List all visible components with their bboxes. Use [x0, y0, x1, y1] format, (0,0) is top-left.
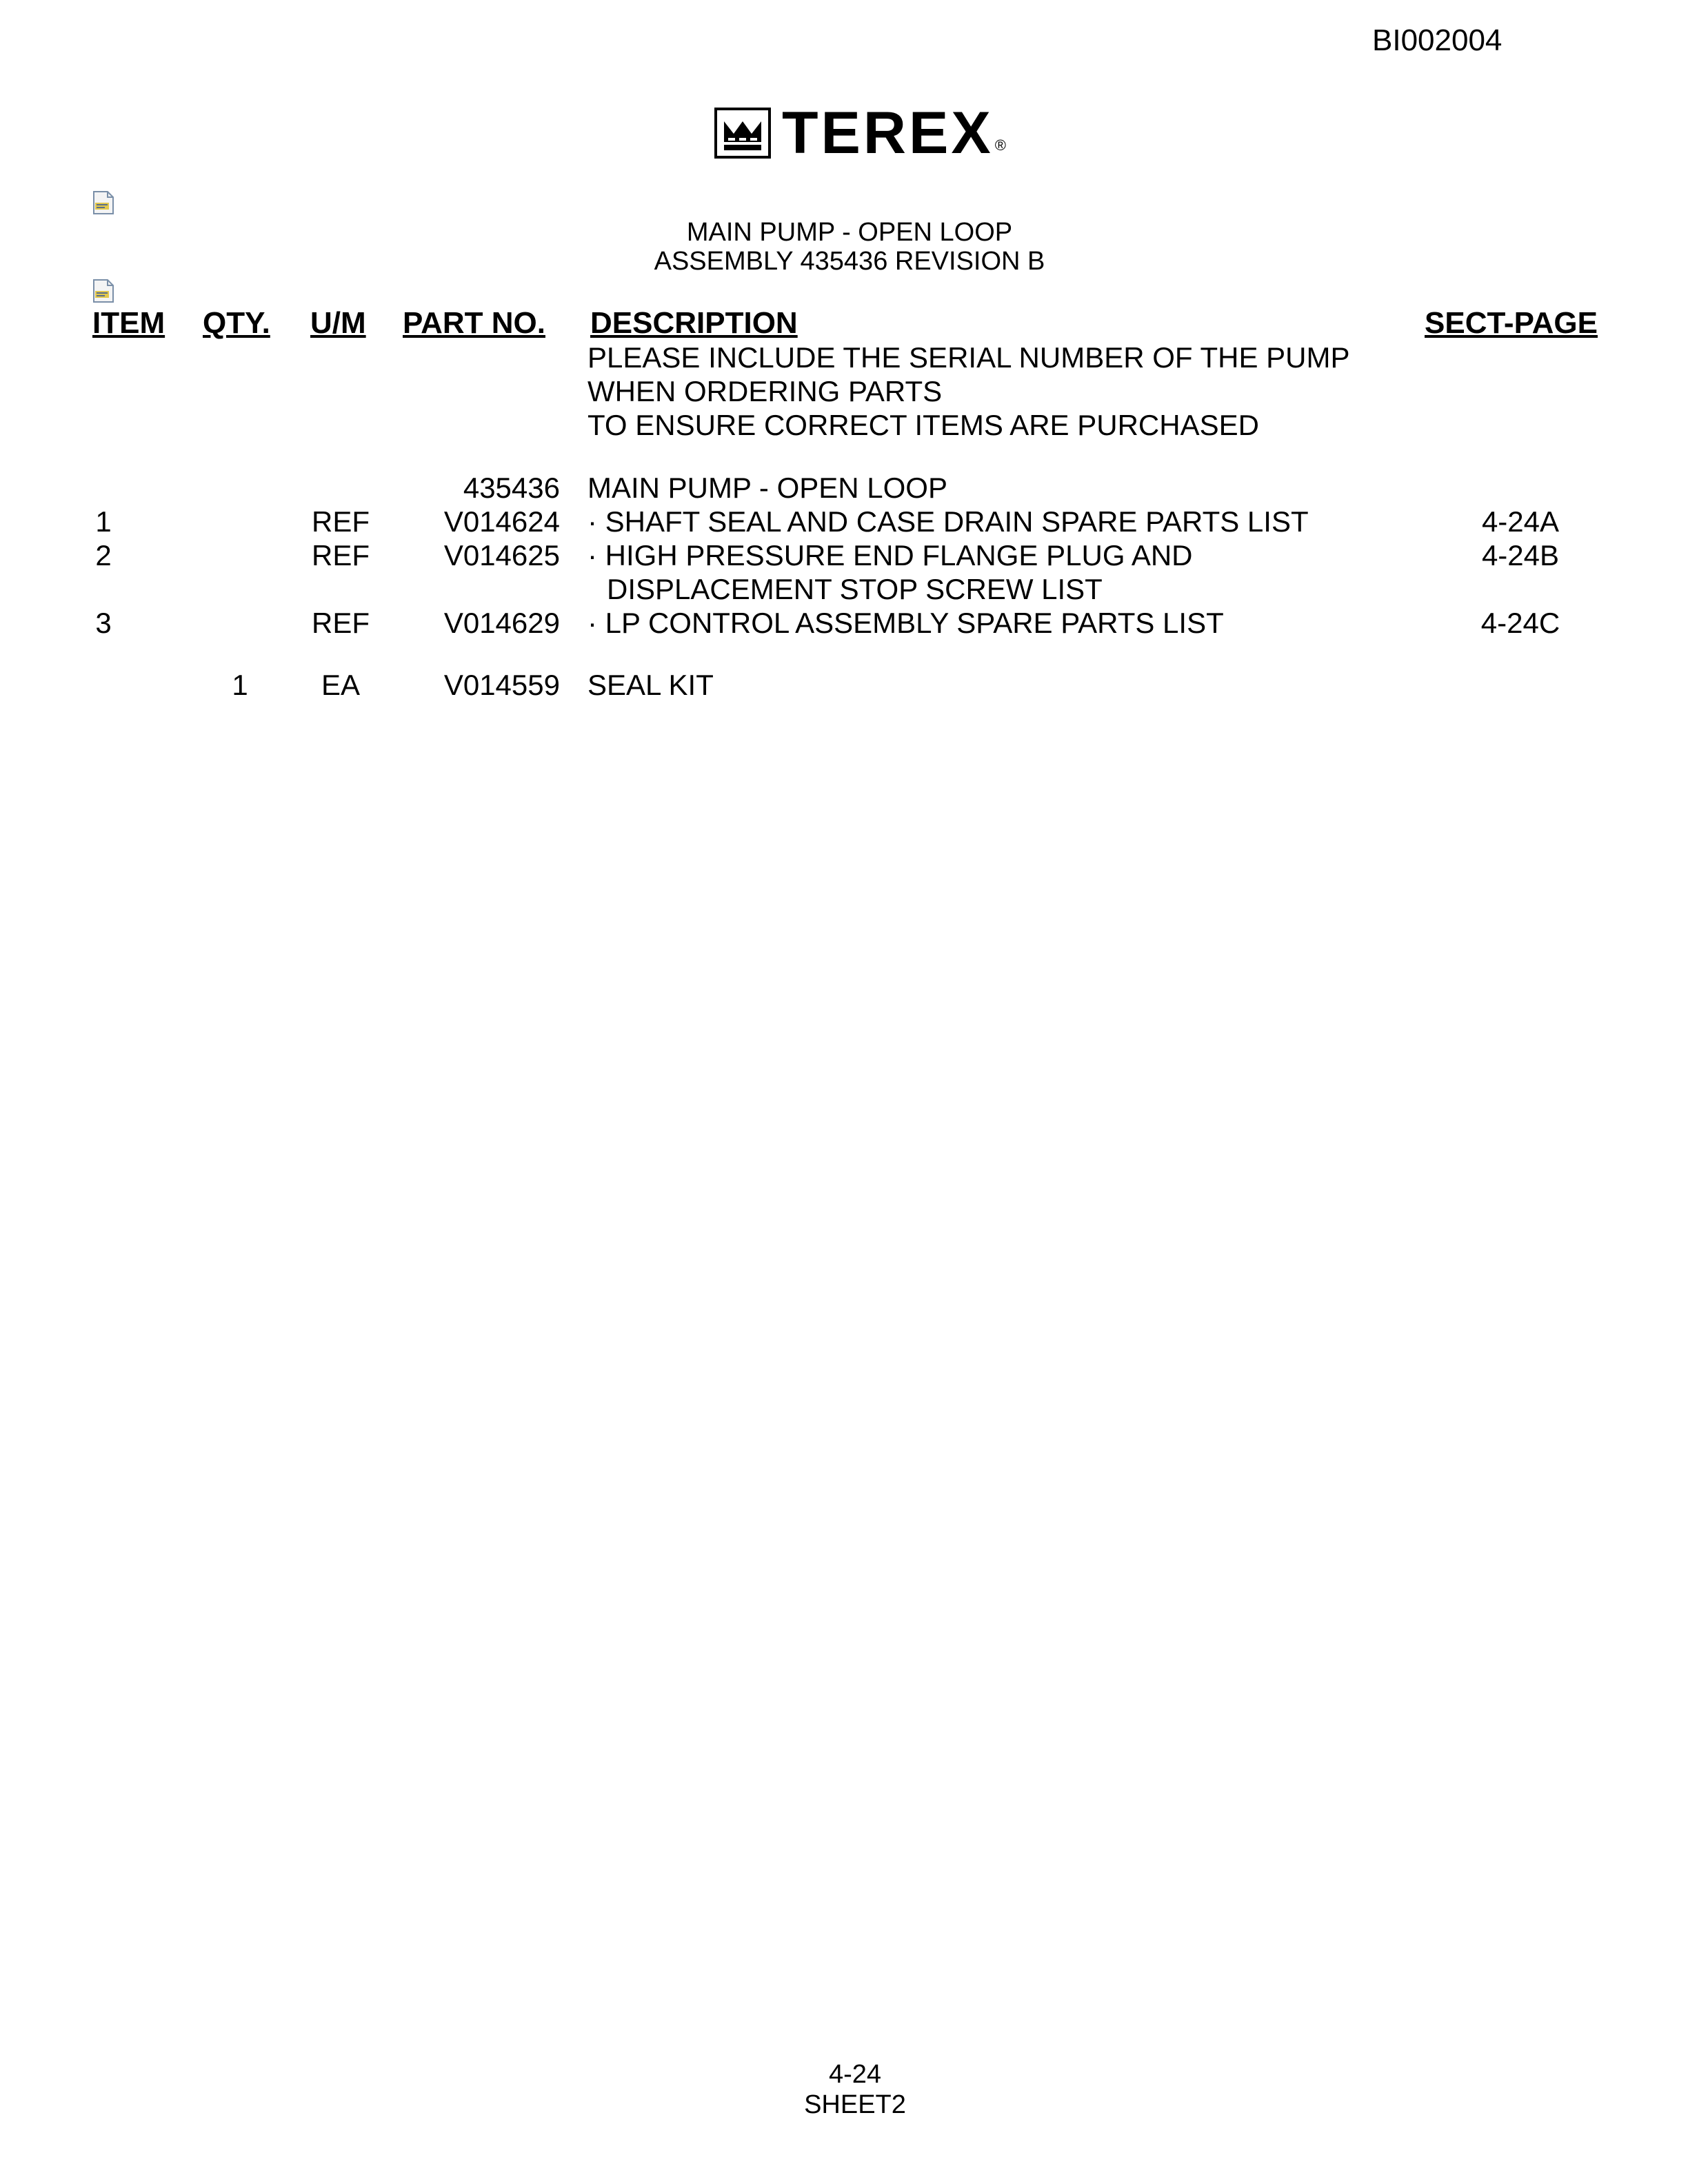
- part-description: MAIN PUMP - OPEN LOOP: [587, 472, 947, 504]
- sect-page[interactable]: 4-24C: [1480, 607, 1560, 639]
- item-number: 1: [95, 505, 112, 538]
- part-number: V014559: [443, 669, 560, 701]
- unit-of-measure: REF: [312, 505, 370, 538]
- sect-page[interactable]: 4-24A: [1481, 505, 1560, 538]
- header-description: DESCRIPTION: [590, 306, 798, 340]
- registered-mark: ®: [994, 136, 1006, 154]
- part-number: V014629: [443, 607, 560, 639]
- part-description: · SHAFT SEAL AND CASE DRAIN SPARE PARTS LIST: [587, 505, 1309, 538]
- sheet-number: SHEET2: [804, 2090, 906, 2119]
- unit-of-measure: REF: [312, 607, 370, 639]
- terex-crown-logo-icon: [714, 108, 771, 159]
- header-qty: QTY.: [203, 306, 270, 340]
- page-title-line-1: MAIN PUMP - OPEN LOOP: [686, 218, 1013, 247]
- terex-logo: [714, 100, 1006, 166]
- part-number: V014624: [443, 505, 560, 538]
- sect-page[interactable]: 4-24B: [1481, 539, 1560, 572]
- part-description-continued: DISPLACEMENT STOP SCREW LIST: [607, 573, 1103, 605]
- document-id: BI002004: [1372, 23, 1503, 57]
- note-line: WHEN ORDERING PARTS: [587, 375, 943, 407]
- unit-of-measure: EA: [321, 669, 361, 701]
- header-sect-page: SECT-PAGE: [1425, 306, 1598, 340]
- header-part-no: PART NO.: [403, 306, 545, 340]
- header-item: ITEM: [92, 306, 165, 340]
- header-um: U/M: [310, 306, 366, 340]
- item-number: 3: [95, 607, 112, 639]
- part-number: V014625: [443, 539, 560, 572]
- part-description: · HIGH PRESSURE END FLANGE PLUG AND: [587, 539, 1193, 572]
- logo-wordmark: TEREX: [782, 100, 994, 166]
- part-description: · LP CONTROL ASSEMBLY SPARE PARTS LIST: [587, 607, 1224, 639]
- part-number: 435436: [463, 472, 560, 504]
- quantity: 1: [232, 669, 248, 701]
- item-number: 2: [95, 539, 112, 572]
- note-line: TO ENSURE CORRECT ITEMS ARE PURCHASED: [587, 409, 1259, 441]
- document-icon[interactable]: [91, 279, 116, 303]
- unit-of-measure: REF: [312, 539, 370, 572]
- page-title-line-2: ASSEMBLY 435436 REVISION B: [654, 247, 1045, 276]
- note-line: PLEASE INCLUDE THE SERIAL NUMBER OF THE PUMP: [587, 341, 1350, 374]
- page-number: 4-24: [828, 2060, 882, 2089]
- document-icon[interactable]: [91, 190, 116, 215]
- part-description: SEAL KIT: [587, 669, 714, 701]
